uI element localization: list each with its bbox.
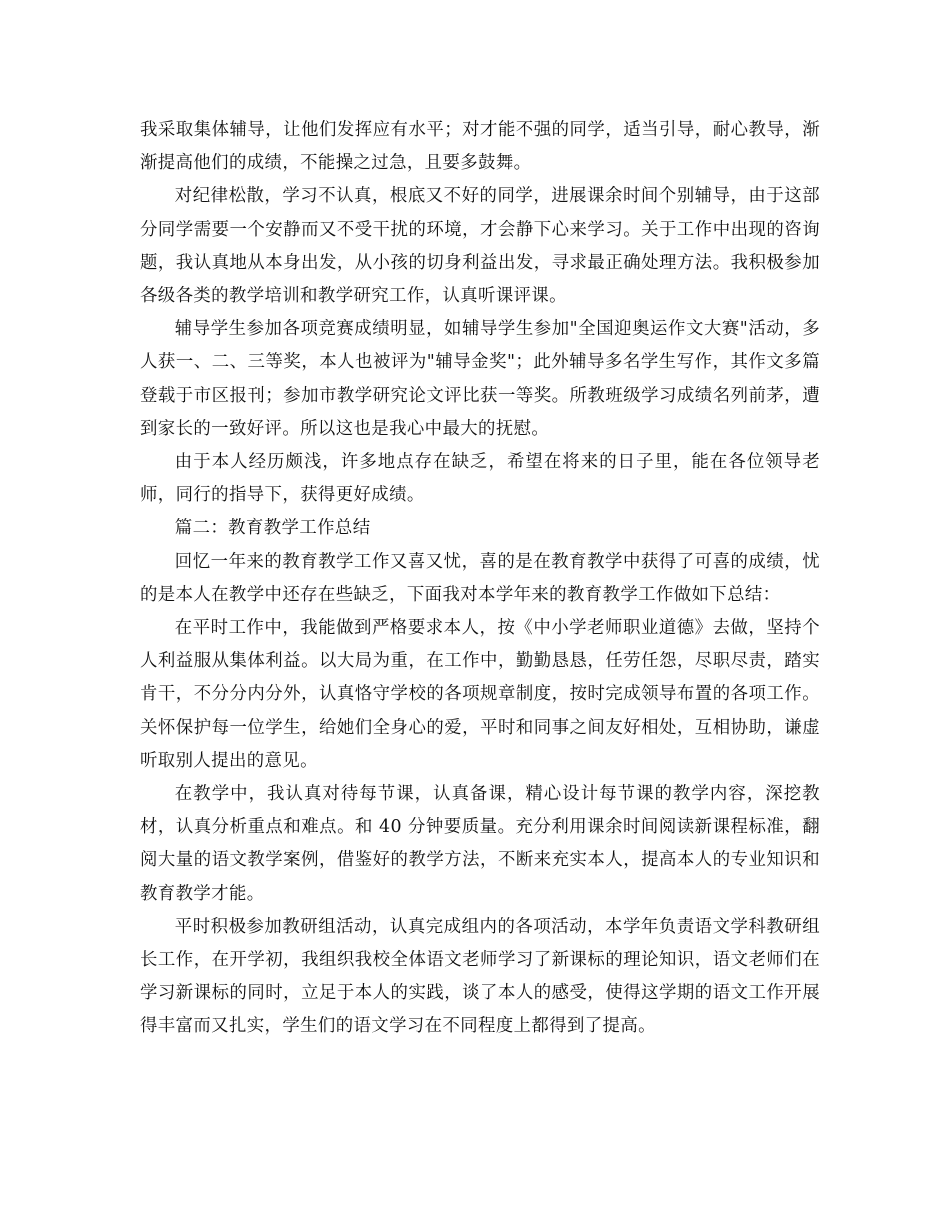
- paragraph-discipline-tutoring: 对纪律松散，学习不认真，根底又不好的同学，进展课余时间个别辅导，由于这部分同学需要一个安静而又不受干扰的环境，才会静下心来学习。关于工作中出现的咨询题，我认真地从本身出发，从小孩的切身利益出发，寻求最正确处理方法。我积极参加各级各类的教学培训和教学研究工作，认真听课评课。: [140, 186, 820, 307]
- paragraph-continuation: 我采取集体辅导，让他们发挥应有水平；对才能不强的同学，适当引导，耐心教导，渐渐提高他们的成绩，不能操之过急，且要多鼓舞。: [140, 120, 820, 174]
- paragraph-teaching: 在教学中，我认真对待每节课，认真备课，精心设计每节课的教学内容，深挖教材，认真分析重点和难点。和 40 分钟要质量。充分利用课余时间阅读新课程标准，翻阅大量的语文教学案例，借鉴好的教学方法，不断来充实本人，提高本人的专业知识和教育教学才能。: [140, 784, 820, 904]
- section-heading: 篇二：教育教学工作总结: [174, 518, 371, 539]
- paragraph-closing-hope: 由于本人经历颇浅，许多地点存在缺乏，希望在将来的日子里，能在各位领导老师，同行的指导下，获得更好成绩。: [140, 452, 820, 506]
- paragraph-research-group: 平时积极参加教研组活动，认真完成组内的各项活动，本学年负责语文学科教研组长工作，在开学初，我组织我校全体语文老师学习了新课标的理论知识，语文老师们在学习新课标的同时，立足于本人的实践，谈了本人的感受，使得这学期的语文工作开展得丰富而又扎实，学生们的语文学习在不同程度上都得到了提高。: [140, 916, 820, 1037]
- paragraph-daily-work: 在平时工作中，我能做到严格要求本人，按《中小学老师职业道德》去做，坚持个人利益服从集体利益。以大局为重，在工作中，勤勤恳恳，任劳任怨，尽职尽责，踏实肯干，不分分内分外，认真恪守学校的各项规章制度，按时完成领导布置的各项工作。关怀保护每一位学生，给她们全身心的爱，平时和同事之间友好相处，互相协助，谦虚听取别人提出的意见。: [140, 618, 820, 771]
- paragraph-competition-results: 辅导学生参加各项竞赛成绩明显，如辅导学生参加"全国迎奥运作文大赛"活动，多人获一、二、三等奖，本人也被评为"辅导金奖"；此外辅导多名学生写作，其作文多篇登载于市区报刊；参加市教学研究论文评比获一等奖。所教班级学习成绩名列前茅，遭到家长的一致好评。所以这也是我心中最大的抚慰。: [140, 319, 820, 439]
- document-body: [140, 114, 820, 1044]
- paragraph-review-intro: 回忆一年来的教育教学工作又喜又忧，喜的是在教育教学中获得了可喜的成绩，忧的是本人在教学中还存在些缺乏，下面我对本学年来的教育教学工作做如下总结：: [140, 551, 820, 605]
